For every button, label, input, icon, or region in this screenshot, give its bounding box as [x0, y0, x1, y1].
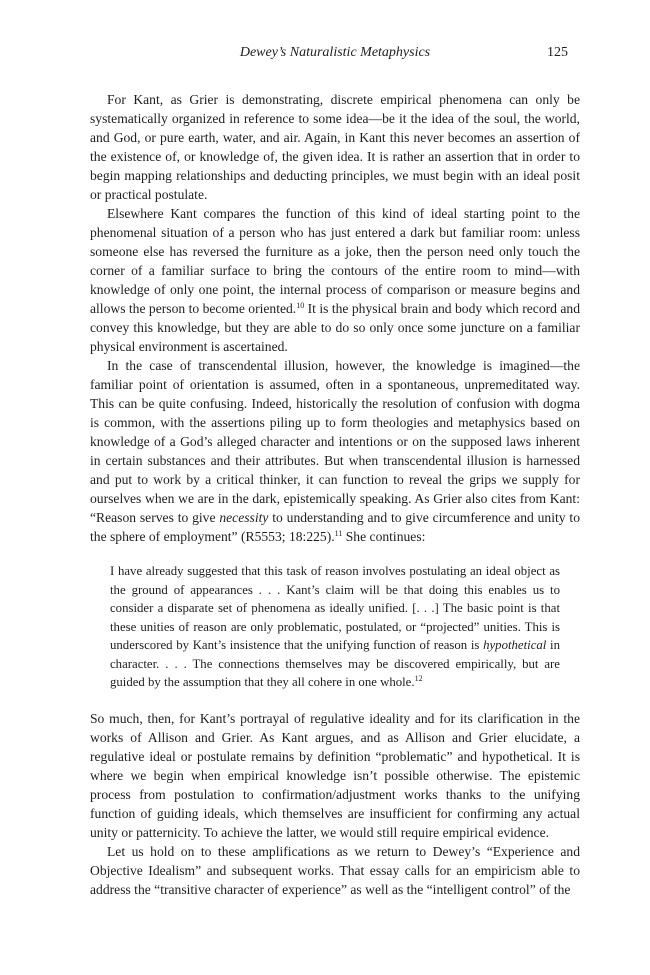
paragraph-3-text-c: She continues: — [342, 529, 426, 544]
footnote-ref-12: 12 — [414, 674, 423, 683]
paragraph-3-text-b: to understanding and to give circumference and unity to the sphere of employment” (R5553; 18:225). — [90, 510, 580, 544]
paragraph-2 — [90, 204, 580, 356]
running-title: Dewey’s Naturalistic Metaphysics — [239, 45, 431, 60]
running-head — [90, 45, 580, 67]
paragraph-1: For Kant, as Grier is demonstrating, discrete empirical phenomena can only be systematically organized in reference to some idea—be it the idea of the soul, the world, and God, or pure earth, water, and air. Again, in Kant this never becomes an assertion of the existence of, or knowledge of, the given idea. It is rather an assertion that in order to begin mapping relationships and deducting principles, we must begin with an ideal posit or practical postulate. — [90, 92, 580, 202]
paragraph-2-text: Elsewhere Kant compares the function of this kind of ideal starting point to the phenomenal situation of a person who has just entered a dark but familiar room: unless someone else has reversed the furniture as a joke, then the person need only touch the corner of a familiar surface to bring the contours of the entire room to mind—with knowledge of only one point, the internal process of comparison or measure begins and allows the person to become oriented. — [90, 206, 580, 316]
page-number: 125 — [547, 45, 568, 60]
footnote-ref-10: 10 — [296, 301, 305, 310]
block-quote-text-a: I have already suggested that this task of reason involves postulating an ideal object as the ground of appearances . . . Kant’s claim will be that doing this enables us to consider a disparate set of phenomena as ideally unified. [. . .] The basic point is that these unities of reason are only problematic, postulated, or “projected” unities. This is underscored by Kant’s insistence that the unifying function of reason is — [110, 564, 560, 652]
paragraph-4: So much, then, for Kant’s portrayal of regulative ideality and for its clarification in the works of Allison and Grier. As Kant argues, and as Allison and Grier elucidate, a regulative ideal or postulate remains by definition “problematic” and hypothetical. It is where we begin when empirical knowledge isn’t possible otherwise. The epistemic process from postulation to confirmation/adjustment works thanks to the unifying function of guiding ideals, which themselves are insufficient for confirming any actual unity or patternicity. To achieve the latter, we would still require empirical evidence. — [90, 710, 580, 840]
block-quote-emphasis: hypothetical — [483, 638, 547, 652]
paragraph-3 — [90, 356, 580, 546]
body-text — [90, 90, 580, 899]
paragraph-3-text-a: In the case of transcendental illusion, however, the knowledge is imagined—the familiar point of orientation is assumed, often in a spontaneous, unpremeditated way. This can be quite confusing. Indeed, historically the resolution of confusion with dogma is common, with the assertions piling up to form theologies and metaphysics based on knowledge of a God’s alleged character and intentions or on the supposed laws inherent in certain substances and their attributes. But when transcendental illusion is harnessed and put to work by a critical thinker, it can function to reveal the grips we supply for ourselves when we are in the dark, epistemically speaking. As Grier also cites from Kant: “Reason serves to give — [90, 358, 580, 525]
paragraph-2-text-cont: It is the physical brain and body which record and convey this knowledge, but they are able to do so only once some juncture on a familiar physical environment is ascertained. — [90, 301, 580, 354]
block-quote-text-b: in character. . . . The connections themselves may be discovered empirically, but are guided by the assumption that they all cohere in one whole. — [110, 638, 560, 689]
paragraph-3-emphasis: necessity — [219, 510, 269, 525]
footnote-ref-11: 11 — [334, 529, 343, 538]
paragraph-5: Let us hold on to these amplifications as we return to Dewey’s “Experience and Objective Idealism” and subsequent works. That essay calls for an empiricism able to address the “transitive character of experience” as well as the “intelligent control” of the — [90, 843, 580, 897]
block-quote — [110, 562, 560, 692]
